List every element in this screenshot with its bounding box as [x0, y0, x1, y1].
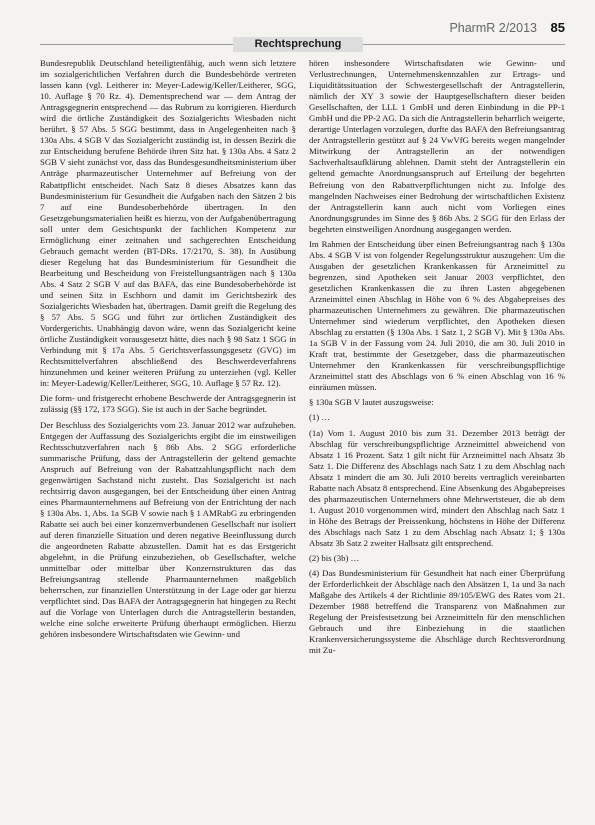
paragraph: Der Beschluss des Sozialgerichts vom 23. Januar 2012 war aufzuheben. Entgegen der Auffassung des Sozialgerichts ergibt die im einstweiligen Rechtsschutzverfahren nach § 86b Abs. 2 SGG erforderliche summarische Prüfung, dass der Antragstellerin der geltend gemachte Anspruch auf Befreiung von der Rabattzahlungspflicht nach dem gegenwärtigen Sachstand nicht zusteht. Das Sozialgericht ist nach rechtsirrig davon ausgegangen, bei der Entscheidung über einen Antrag eines Pharmaunternehmens auf Befreiung von der Entrichtung der nach § 130a Abs. 1, Abs. 1a SGB V sowie nach § 1 AMRabG zu erbringenden Rabatte sei auch bei einer konzernverbundenen Gesellschaft nur isoliert auf deren finanzielle Situation und deren negative Beeinflussung durch die angeordneten Rabatte abzustellen. Damit hat es das Erstgericht abgelehnt, in die Prüfung einzubeziehen, ob Gesellschafter, welche unmittelbar oder mittelbar über Konzernstrukturen das das Befreiungsantrag stellende Pharmaunternehmen maßgeblich beherrschen, zur finanziellen Unterstützung in der Lage oder gar hierzu verpflichtet sind. Das BAFA der Antragsgegnerin hat hingegen zu Recht auf die Vorlage von Unterlagen durch die Antragstellerin bestanden, welche eine solche erweiterte Prüfung überhaupt ermöglichen. Hierzu gehören insbesondere Wirtschaftsdaten wie Gewinn- und [40, 419, 296, 640]
paragraph: § 130a SGB V lautet auszugsweise: [309, 397, 434, 408]
paragraph: Die form- und fristgerecht erhobene Beschwerde der Antragsgegnerin ist zulässig (§§ 172, 173 SGG). Sie ist auch in der Sache begründet. [40, 393, 296, 415]
paragraph: hören insbesondere Wirtschaftsdaten wie Gewinn- und Verlustrechnungen, Unternehmenskennzahlen zur Ertrags- und Liquiditätssituation der Schwestergesellschaft der Antragstellerin, nämlich der XY 3 sowie der Hauptgesellschaftern dieser beiden Gesellschaften, der LLL 1 GmbH und deren Einbindung in die PP-1 GmbH und die PP-2 AG. Da sich die Antragstellerin beharrlich weigerte, derartige Unterlagen vorzulegen, durfte das BAFA den Befreiungsantrag der Antragstellerin gestützt auf § 24 VwVfG bereits wegen mangelnder Mitwirkung der Antragstellerin an der notwendigen Sachverhaltsaufklärung ablehnen. Damit steht der Antragstellerin ein geltend gemachte Anordnungsanspruch auf Erteilung der begehrten Befreiung von den Rabattverpflichtungen nicht zu. Infolge des mangelnden Nachweises einer Bedrohung der wirtschaftlichen Existenz der Antragstellerin kann auch nicht vom Vorliegen eines Anordnungsgrundes im Sinne des § 86b Abs. 2 SGG für den Erlass der begehrten einstweiligen Anordnung ausgegangen werden. [309, 58, 565, 234]
right-column [309, 58, 565, 813]
page-number: 85 [550, 20, 565, 35]
paragraph: Im Rahmen der Entscheidung über einen Befreiungsantrag nach § 130a Abs. 4 SGB V ist von folgender Regelungsstruktur auszugehen: Um die Ausgaben der gesetzlichen Krankenkassen für Arzneimittel zu begrenzen, sind Apotheken seit Januar 2003 verpflichtet, den gesetzlichen Krankenkassen die zu ihren Lasten abgegebenen Arzneimittel einen Abschlag in Höhe von 6 % des Abgabepreises des pharmazeutischen Unternehmers zu gewähren. Die pharmazeutischen Unternehmer sind wiederum verpflichtet, den Apotheken diesen Abschlag zu erstatten (§ 130a Abs. 1 Satz 1, 2 SGB V). Mit § 130a Abs. 1a SGB V in der Fassung vom 24. Juli 2010, die am 30. Juli 2010 in Kraft trat, bestimmte der Gesetzgeber, dass die pharmazeutischen Unternehmer den Krankenkassen für verschreibungspflichtige Arzneimittel statt des Abschlags von 6 % einen Abschlag von 16 % einräumen müssen. [309, 238, 565, 393]
paragraph: (2) bis (3b) … [309, 553, 360, 564]
paragraph: (1a) Vom 1. August 2010 bis zum 31. Dezember 2013 beträgt der Abschlag für verschreibungspflichtige Arzneimittel abweichend von Absatz 1 16 Prozent. Satz 1 gilt nicht für Arzneimittel nach Absatz 3b Satz 1. Die Differenz des Abschlags nach Satz 1 zu dem Abschlag nach Absatz 1 mindert die am 30. Juli 2010 bereits vertraglich vereinbarten Rabatte nach Absatz 8 entsprechend. Eine Absenkung des Abgabepreises des pharmazeutischen Unternehmers ohne Mehrwertsteuer, die ab dem 1. August 2010 vorgenommen wird, mindert den Abschlag nach Satz 1 in Höhe des Betrags der Preissenkung, höchstens in Höhe der Differenz des Abschlags nach Satz 1 zu dem Abschlag nach Absatz 1; § 130a Absatz 3b Satz 2 zweiter Halbsatz gilt entsprechend. [309, 427, 565, 548]
section-title: Rechtsprechung [233, 37, 363, 52]
journal-issue: PharmR 2/2013 [449, 21, 537, 35]
paragraph: (1) … [309, 412, 331, 423]
left-column [40, 58, 296, 813]
paragraph: Bundesrepublik Deutschland beteiligtenfähig, auch wenn sich letztere im sozialgerichtlichen Verfahren durch die Bundesbehörde vertreten lassen kann (vgl. Leitherer in: Meyer-Ladewig/Keller/Leitherer, SGG, 10. Auflage § 70 Rz. 4). Dementsprechend war — dem Antrag der Antragsgegnerin entsprechend — das Rubrum zu korrigieren. Hierdurch wird die örtliche Zuständigkeit des Sozialgerichts Wiesbaden nicht berührt. § 57 Abs. 5 SGG bestimmt, dass in Angelegenheiten nach § 130a Abs. 4 SGB V das Sozialgericht zuständig ist, in dessen Bezirk die zur Entscheidung berufene Behörde ihren Sitz hat. § 130a Abs. 4 Satz 2 SGB V sieht zunächst vor, dass das Bundesgesundheitsministerium über Anträge pharmazeutischer Unternehmer auf Befreiung von der Rabattpflicht entscheidet. Nach Satz 8 dieses Absatzes kann das Bundesministerium für Gesundheit die Aufgaben nach den Sätzen 2 bis 7 auf eine Bundesoberbehörde übertragen. In den Gesetzgebungsmaterialien heißt es hierzu, von der Aufgabenübertragung soll unter dem Gesichtspunkt der fachlichen Kompetenz zur Ermöglichung einer zeitnahen und sachgerechten Entscheidung Gebrauch gemacht werden (BT-DRs. 17/2170, S. 38). In Ausübung dieser Regelung hat das Bundesministerium für Gesundheit die Bearbeitung und Bescheidung von Freistellungsanträgen nach § 130a Abs. 4 Satz 2 SGB V auf das BAFA, das eine Bundesoberbehörde ist und seinen Sitz in Eschborn und damit im Gerichtsbezirk des Sozialgerichts Wiesbaden hat, übertragen. Damit greift die Regelung des § 57 Abs. 5 SGG und führt zur örtlichen Zuständigkeit des Vordergerichts. Unabhängig davon wäre, wenn das Sozialgericht keine örtliche Zuständigkeit vorausgesetzt hätte, dies nach § 98 Satz 1 SGG in Verbindung mit § 17a Abs. 5 Gerichtsverfassungsgesetz (GVG) im Rechtsmittelverfahren abschließend des Beschwerdeverfahrens hinzunehmen und keiner weiteren Prüfung zu unterziehen (vgl. Keller in: Meyer-Ladewig/Keller/Leitherer, SGG, 10. Auflage § 57 Rz. 12). [40, 58, 296, 389]
text-columns [40, 58, 565, 813]
paragraph: (4) Das Bundesministerium für Gesundheit hat nach einer Überprüfung der Erforderlichkeit der Abschläge nach den Absätzen 1, 1a und 3a nach Maßgabe des Artikels 4 der Richtlinie 89/105/EWG des Rates vom 21. Dezember 1988 betreffend die Transparenz von Maßnahmen zur Regelung der Preisfestsetzung bei Arzneimitteln für den menschlichen Gebrauch und ihre Einbeziehung in die staatlichen Krankenversicherungssysteme die Abschläge durch Rechtsverordnung mit Zu- [309, 568, 565, 656]
